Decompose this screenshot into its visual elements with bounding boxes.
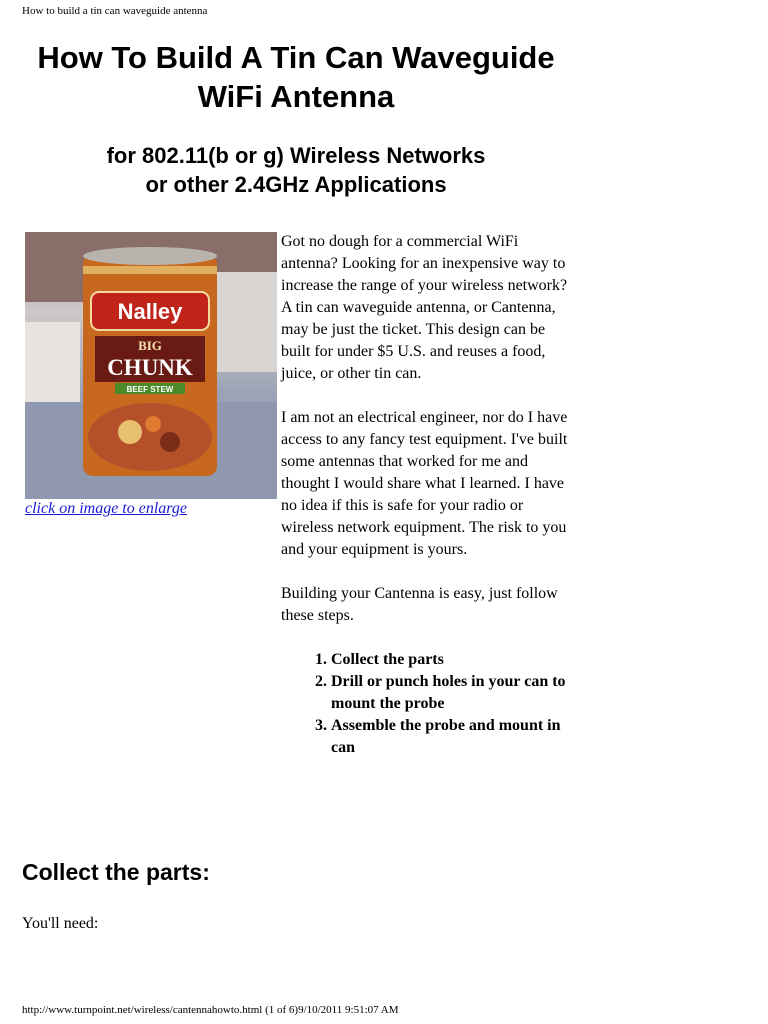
section-text-you-need: You'll need: — [22, 915, 99, 932]
subtitle-line-2: or other 2.4GHz Applications — [145, 172, 447, 197]
intro-text-column — [281, 231, 573, 759]
intro-paragraph-3: Building your Cantenna is easy, just follow these steps. — [281, 585, 558, 624]
stew-picture — [88, 403, 212, 471]
step-item-2: 2. Drill or punch holes in your can to mount the probe — [331, 671, 573, 715]
background-box — [25, 322, 80, 402]
step-item-3: 3. Assemble the probe and mount in can — [331, 715, 573, 759]
steps-list — [281, 649, 573, 759]
label-line-1: BIG — [138, 338, 162, 353]
can-lid — [83, 247, 217, 265]
page-subtitle — [22, 141, 570, 199]
tin-can-illustration — [25, 232, 277, 499]
page-title: How To Build A Tin Can Waveguide WiFi Antenna — [37, 40, 555, 114]
label-line-3: BEEF STEW — [126, 385, 174, 394]
page-header: How to build a tin can waveguide antenna — [22, 5, 208, 17]
enlarge-image-link[interactable]: click on image to enlarge — [25, 500, 188, 517]
can-rim — [83, 266, 217, 274]
stew-potato — [118, 420, 142, 444]
subtitle-line-1: for 802.11(b or g) Wireless Networks — [106, 143, 486, 168]
intro-paragraph-1: Got no dough for a commercial WiFi antenna? Looking for an inexpensive way to increase the range of your wireless network? A tin can waveguide antenna, or Cantenna, may be just the ticket. This design can be built for under $5 U.S. and reuses a food, juice, or other tin can. — [281, 233, 568, 382]
stew-carrot — [145, 416, 161, 432]
tin-can-photo[interactable] — [25, 232, 277, 499]
brand-text: Nalley — [117, 299, 183, 324]
section-heading-collect-parts: Collect the parts: — [22, 859, 210, 885]
intro-paragraph-2: I am not an electrical engineer, nor do I have access to any fancy test equipment. I've built some antennas that worked for me and thought I would share what I learned. I have no idea if this is safe for your radio or wireless network equipment. The risk to you and your equipment is yours. — [281, 409, 568, 558]
background-container — [215, 272, 277, 372]
stew-beef — [160, 432, 180, 452]
page-footer-url: http://www.turnpoint.net/wireless/cantennahowto.html (1 of 6)9/10/2011 9:51:07 AM — [22, 1004, 399, 1016]
step-item-1: 1. Collect the parts — [331, 649, 573, 671]
label-line-2: CHUNK — [107, 355, 193, 380]
